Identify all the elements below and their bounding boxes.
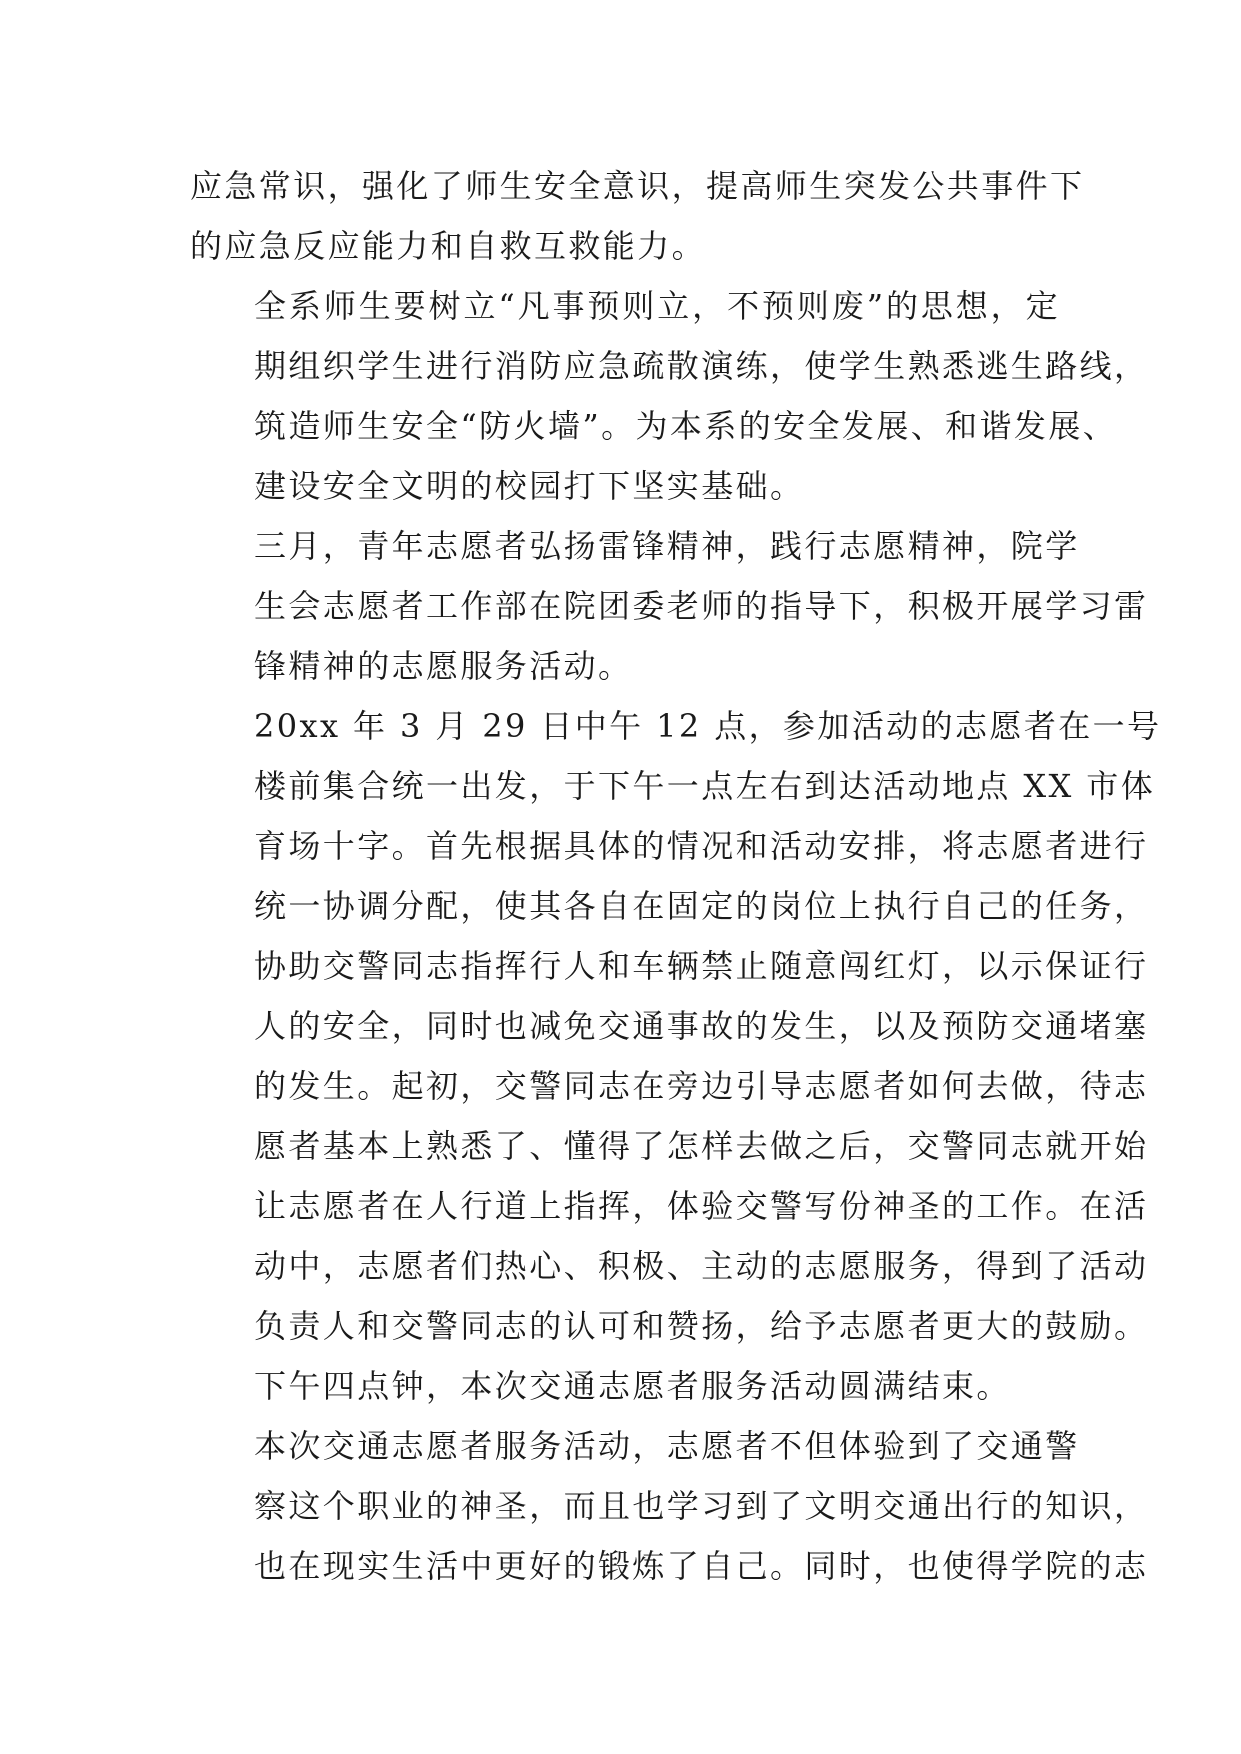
text-line: 动中，志愿者们热心、积极、主动的志愿服务，得到了活动 xyxy=(254,1247,1149,1285)
text-line: 三月，青年志愿者弘扬雷锋精神，践行志愿精神，院学 xyxy=(254,527,1080,565)
text-line: 下午四点钟，本次交通志愿者服务活动圆满结束。 xyxy=(254,1367,1011,1405)
text-line: 协助交警同志指挥行人和车辆禁止随意闯红灯，以示保证行 xyxy=(254,947,1149,985)
text-line: 也在现实生活中更好的锻炼了自己。同时，也使得学院的志 xyxy=(254,1547,1149,1585)
text-line: 统一协调分配，使其各自在固定的岗位上执行自己的任务， xyxy=(254,887,1149,925)
paragraph-traffic-activity xyxy=(190,696,1162,1416)
text-line: 20xx 年 3 月 29 日中午 12 点，参加活动的志愿者在一号 xyxy=(254,707,1162,745)
text-line: 愿者基本上熟悉了、懂得了怎样去做之后，交警同志就开始 xyxy=(254,1127,1149,1165)
paragraph-activity-summary xyxy=(190,1416,1149,1596)
paragraph-fire-drill xyxy=(190,276,1149,516)
paragraph-lei-feng-volunteers xyxy=(190,516,1149,696)
text-line: 察这个职业的神圣，而且也学习到了文明交通出行的知识， xyxy=(254,1487,1149,1525)
text-line: 应急常识，强化了师生安全意识，提高师生突发公共事件下 xyxy=(190,167,1085,205)
text-line: 负责人和交警同志的认可和赞扬，给予志愿者更大的鼓励。 xyxy=(254,1307,1149,1345)
text-line: 育场十字。首先根据具体的情况和活动安排，将志愿者进行 xyxy=(254,827,1149,865)
text-line: 本次交通志愿者服务活动，志愿者不但体验到了交通警 xyxy=(254,1427,1080,1465)
text-line: 楼前集合统一出发，于下午一点左右到达活动地点 XX 市体 xyxy=(254,767,1156,805)
text-line: 的发生。起初，交警同志在旁边引导志愿者如何去做，待志 xyxy=(254,1067,1149,1105)
text-line: 的应急反应能力和自救互救能力。 xyxy=(190,227,707,265)
text-line: 筑造师生安全“防火墙”。为本系的安全发展、和谐发展、 xyxy=(254,407,1118,445)
text-line: 锋精神的志愿服务活动。 xyxy=(254,647,633,685)
document-body xyxy=(190,156,1162,1596)
paragraph-emergency-knowledge xyxy=(190,156,1085,276)
text-line: 期组织学生进行消防应急疏散演练，使学生熟悉逃生路线， xyxy=(254,347,1149,385)
text-line: 全系师生要树立“凡事预则立，不预则废”的思想，定 xyxy=(254,287,1060,325)
text-line: 人的安全，同时也减免交通事故的发生，以及预防交通堵塞 xyxy=(254,1007,1149,1045)
text-line: 让志愿者在人行道上指挥，体验交警写份神圣的工作。在活 xyxy=(254,1187,1149,1225)
text-line: 建设安全文明的校园打下坚实基础。 xyxy=(254,467,805,505)
text-line: 生会志愿者工作部在院团委老师的指导下，积极开展学习雷 xyxy=(254,587,1149,625)
